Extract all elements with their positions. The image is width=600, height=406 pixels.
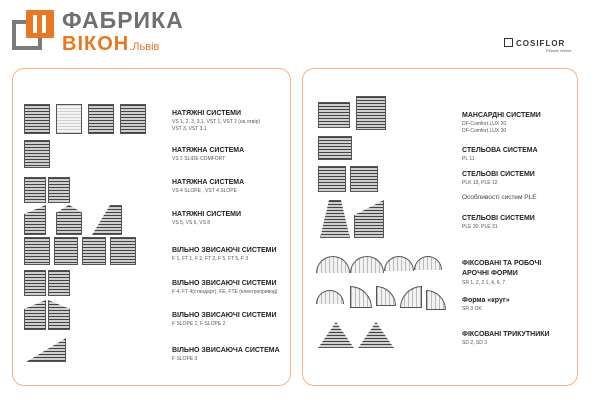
item-sub-tension-2: VS 2 SLIDE COMFORT xyxy=(172,156,226,162)
left-systems-panel xyxy=(12,68,291,386)
partner-logo xyxy=(504,38,572,53)
product-image-ple12[interactable] xyxy=(350,166,378,192)
item-title-arch-b: АРОЧНІ ФОРМИ xyxy=(462,270,518,277)
product-image-f1[interactable] xyxy=(24,237,50,265)
item-title-ceiling-2: СТЕЛЬОВІ СИСТЕМИ xyxy=(462,171,535,178)
item-title-tension-1: НАТЯЖНІ СИСТЕМИ xyxy=(172,110,242,117)
item-sub-tension-4: VS 5, VS 6, VS 8 xyxy=(172,220,211,226)
product-image-df-lux20[interactable] xyxy=(318,102,350,128)
product-image-plk13[interactable] xyxy=(318,166,346,192)
item-sub-tension-3: VS 4 SLOPE , VST 4 SLOPE xyxy=(172,188,237,194)
brand-name-vikon: ВІКОН xyxy=(62,33,130,55)
item-sub-circle: SR 3 OK xyxy=(462,306,482,312)
item-sub-free-1: F 1, FT 1, F 2, FT 2, F 5, FT 5, F 3 xyxy=(172,256,249,262)
item-sub-attic-a: DF-Comfort LUX 20 xyxy=(462,121,507,127)
item-sub-triangle: SD 2, SD 3 xyxy=(462,340,488,346)
item-sub-ceiling-1: PL 11 xyxy=(462,156,475,162)
product-image-ft1[interactable] xyxy=(54,237,78,265)
item-sub-free-3: F SLOPE 1, F SLOPE 2 xyxy=(172,321,226,327)
product-image-vs4-slope-a[interactable] xyxy=(24,177,46,203)
brand-name-line2 xyxy=(62,33,159,56)
item-sub-free-4: F SLOPE 3 xyxy=(172,356,198,362)
partner-logo-icon xyxy=(504,38,513,47)
ple-features-link[interactable]: Особливості систем PLE xyxy=(462,194,537,201)
item-title-tension-2: НАТЯЖНА СИСТЕМА xyxy=(172,147,245,154)
product-image-vs4-slope-b[interactable] xyxy=(48,177,70,203)
item-title-free-3: ВІЛЬНО ЗВИСАЮЧІ СИСТЕМИ xyxy=(172,312,277,319)
partner-logo-text: COSIFLOR xyxy=(516,39,566,48)
product-image-vst3[interactable] xyxy=(120,104,146,134)
brand-logo-mark xyxy=(12,8,56,52)
item-sub-attic-b: DF-Comfort LUX 30 xyxy=(462,128,507,134)
item-title-circle: Форма «круг» xyxy=(462,297,510,304)
item-title-free-4: ВІЛЬНО ЗВИСАЮЧА СИСТЕМА xyxy=(172,347,280,354)
brand-name-line1: ФАБРИКА xyxy=(62,7,184,33)
product-image-f5[interactable] xyxy=(110,237,136,265)
product-image-pl11[interactable] xyxy=(318,136,352,160)
item-sub-free-2: F 4, FT 4(стандарт), FE, FTE (електропривод) xyxy=(172,289,278,295)
item-sub-ceiling-3: PLE 30, PLE 31 xyxy=(462,224,498,230)
item-title-free-1: ВІЛЬНО ЗВИСАЮЧІ СИСТЕМИ xyxy=(172,247,277,254)
item-title-tension-3: НАТЯЖНА СИСТЕМА xyxy=(172,179,245,186)
product-image-vs1[interactable] xyxy=(24,104,50,134)
item-sub-tension-1a: VS 1, 2, 3, 3.1, VST 1, VST 2 (на отвір) xyxy=(172,119,261,125)
product-image-fe[interactable] xyxy=(48,270,70,296)
item-title-ceiling-1: СТЕЛЬОВА СИСТЕМА xyxy=(462,147,538,154)
item-title-triangle: ФІКСОВАНІ ТРИКУТНИКИ xyxy=(462,331,550,338)
item-title-arch-a: ФІКСОВАНІ ТА РОБОЧІ xyxy=(462,260,542,267)
product-image-vs2[interactable] xyxy=(56,104,82,134)
item-title-tension-4: НАТЯЖНІ СИСТЕМИ xyxy=(172,211,242,218)
product-image-f4[interactable] xyxy=(24,270,46,296)
item-title-free-2: ВІЛЬНО ЗВИСАЮЧІ СИСТЕМИ xyxy=(172,280,277,287)
brand-city: .Львів xyxy=(129,41,160,53)
product-image-vs2-slide[interactable] xyxy=(24,140,50,168)
item-title-ceiling-3: СТЕЛЬОВІ СИСТЕМИ xyxy=(462,215,535,222)
product-image-df-lux30[interactable] xyxy=(356,96,386,130)
item-title-attic: МАНСАРДНІ СИСТЕМИ xyxy=(462,112,541,119)
product-image-vst1[interactable] xyxy=(88,104,114,134)
item-sub-ceiling-2: PLK 13, PLE 12 xyxy=(462,180,498,186)
product-image-f2[interactable] xyxy=(82,237,106,265)
partner-tagline: Plissee Werke xyxy=(546,48,572,53)
item-sub-arch: SR 1, 2, 2.1, 4, 6, 7 xyxy=(462,280,506,286)
item-sub-tension-1b: VST 3, VST 3.1 xyxy=(172,126,207,132)
